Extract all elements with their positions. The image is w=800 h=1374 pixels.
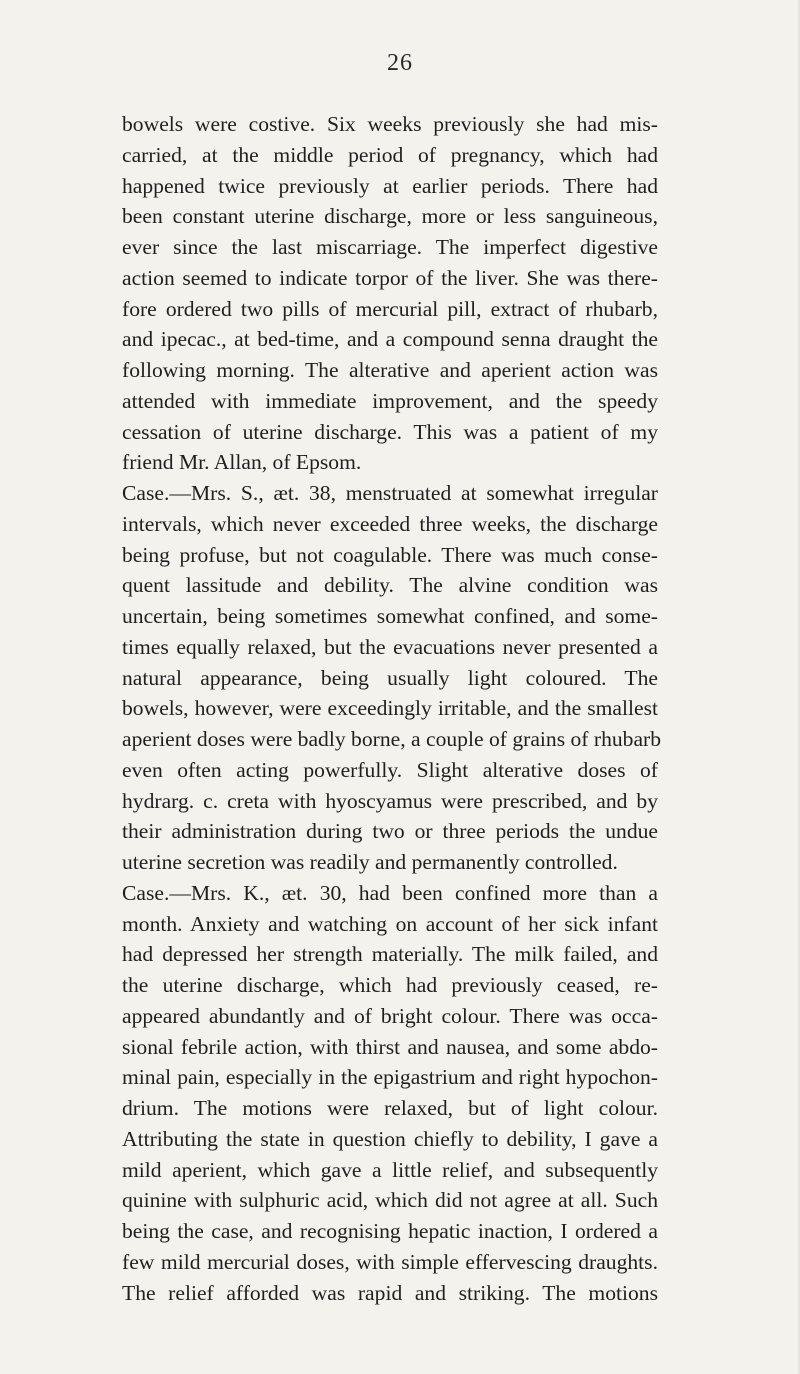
text-line: been constant uterine discharge, more or less sanguineous, [122,204,658,229]
page-number: 26 [387,50,413,76]
text-line: intervals, which never exceeded three weeks, the discharge [122,511,658,536]
text-line: carried, at the middle period of pregnancy, which had [122,142,658,167]
text-line: fore ordered two pills of mercurial pill, extract of rhubarb, [122,296,658,321]
text-line: uncertain, being sometimes somewhat confined, and some- [122,604,658,628]
text-line: times equally relaxed, but the evacuations never presented a [122,634,658,659]
text-line: drium. The motions were relaxed, but of light colour. [122,1096,658,1120]
text-line: following morning. The alterative and aperient action was [122,358,658,382]
text-line: minal pain, especially in the epigastrium and right hypochon- [122,1065,658,1090]
text-line: action seemed to indicate torpor of the liver. She was there- [122,265,658,290]
text-line: even often acting powerfully. Slight alterative doses of [122,757,658,782]
text-line: friend Mr. Allan, of Epsom. [122,450,362,475]
text-line: the uterine discharge, which had previously ceased, re- [122,973,658,997]
text-line: natural appearance, being usually light coloured. The [122,665,658,690]
text-line: Case.—Mrs. S., æt. 38, menstruated at somewhat irregular [122,481,658,505]
text-line: quent lassitude and debility. The alvine condition was [122,573,658,598]
text-line: and ipecac., at bed-time, and a compound senna draught the [122,327,658,352]
text-line: quinine with sulphuric acid, which did not agree at all. Such [122,1188,658,1213]
text-line: appeared abundantly and of bright colour. There was occa- [122,1003,658,1028]
text-line: aperient doses were badly borne, a couple of grains of rhubarb [122,727,662,751]
text-line: uterine secretion was readily and permanently controlled. [122,850,618,874]
body-text [122,109,662,1308]
text-line: had depressed her strength materially. The milk failed, and [122,942,658,967]
text-line: sional febrile action, with thirst and nausea, and some abdo- [122,1034,658,1059]
text-line: few mild mercurial doses, with simple effervescing draughts. [122,1249,658,1274]
text-line: attended with immediate improvement, and the speedy [122,388,658,413]
text-line: cessation of uterine discharge. This was a patient of my [122,419,658,444]
text-line: The relief afforded was rapid and striking. The motions [122,1280,658,1305]
text-line: being the case, and recognising hepatic inaction, I ordered a [122,1219,658,1243]
text-line: hydrarg. c. creta with hyoscyamus were prescribed, and by [122,788,658,813]
text-line: their administration during two or three periods the undue [122,819,658,844]
text-line: Attributing the state in question chiefly to debility, I gave a [122,1126,658,1151]
text-line: ever since the last miscarriage. The imperfect digestive [122,235,658,259]
text-line: bowels were costive. Six weeks previously she had mis- [122,112,658,136]
text-line: mild aperient, which gave a little relief, and subsequently [122,1157,658,1182]
text-line: bowels, however, were exceedingly irritable, and the smallest [122,696,658,721]
text-line: happened twice previously at earlier periods. There had [122,173,658,198]
text-line: being profuse, but not coagulable. There was much conse- [122,542,658,567]
text-line: month. Anxiety and watching on account of her sick infant [122,911,658,936]
text-line: Case.—Mrs. K., æt. 30, had been confined more than a [122,880,658,905]
